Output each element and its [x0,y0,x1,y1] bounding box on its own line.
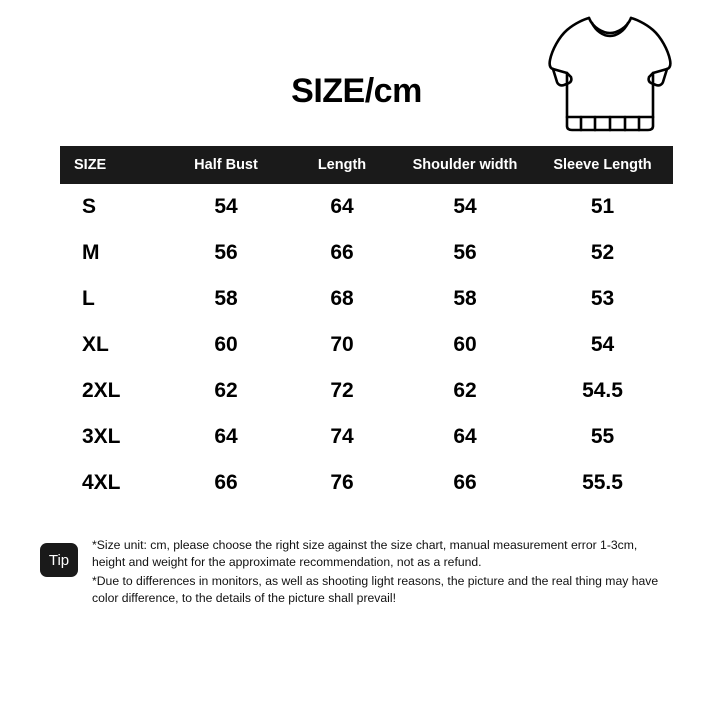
cell-half-bust: 58 [214,287,238,310]
cell-shoulder-width: 60 [453,333,477,356]
cell-length: 70 [330,333,354,356]
table-row [60,460,673,506]
cell-length: 66 [330,241,354,264]
cell-half-bust: 64 [214,425,238,448]
table-row [60,230,673,276]
cell-shoulder-width: 64 [453,425,477,448]
cell-shoulder-width: 58 [453,287,477,310]
column-header-size: SIZE [60,146,166,184]
tip-line-1: *Size unit: cm, please choose the right size against the size chart, manual measurement error 1-3cm, height and weight for the approximate recommendation, not as a refund. [92,538,638,569]
cell-half-bust: 66 [214,471,238,494]
cell-sleeve-length: 55.5 [582,471,623,494]
cell-size: L [82,287,95,310]
cell-length: 72 [330,379,354,402]
cell-shoulder-width: 66 [453,471,477,494]
cell-sleeve-length: 55 [590,425,615,448]
cell-half-bust: 60 [214,333,238,356]
column-header-length: Length [286,146,398,184]
cell-shoulder-width: 54 [453,195,477,218]
cell-size: 4XL [82,471,121,494]
cell-shoulder-width: 56 [453,241,477,264]
cell-size: 3XL [82,425,121,448]
cell-length: 64 [330,195,354,218]
table-row [60,276,673,322]
table-row [60,414,673,460]
cell-sleeve-length: 52 [590,241,615,264]
table-row [60,368,673,414]
cell-half-bust: 62 [214,379,238,402]
size-chart [60,146,673,506]
cell-size: M [82,241,100,264]
column-header-half-bust: Half Bust [166,146,286,184]
cell-shoulder-width: 62 [453,379,477,402]
cell-half-bust: 54 [214,195,238,218]
cell-sleeve-length: 54 [590,333,615,356]
tip-line-2: *Due to differences in monitors, as well as shooting light reasons, the picture and the real thing may have color difference, to the details of the picture shall prevail! [92,574,659,605]
cell-sleeve-length: 54.5 [582,379,623,402]
cell-sleeve-length: 53 [590,287,615,310]
cell-sleeve-length: 51 [590,195,615,218]
table-row [60,322,673,368]
tip-text [92,537,662,607]
cell-length: 76 [330,471,354,494]
cell-size: S [82,195,97,218]
tip-badge: Tip [40,543,78,577]
table-header-row [60,146,673,184]
cell-length: 68 [330,287,354,310]
tip-note [40,537,680,607]
column-header-shoulder-width: Shoulder width [398,146,532,184]
size-table [60,146,673,506]
page-title: SIZE/cm [291,72,422,110]
cell-half-bust: 56 [214,241,238,264]
cell-length: 74 [330,425,354,448]
table-row [60,184,673,230]
cell-size: 2XL [82,379,121,402]
cell-size: XL [82,333,109,356]
column-header-sleeve-length: Sleeve Length [532,146,673,184]
